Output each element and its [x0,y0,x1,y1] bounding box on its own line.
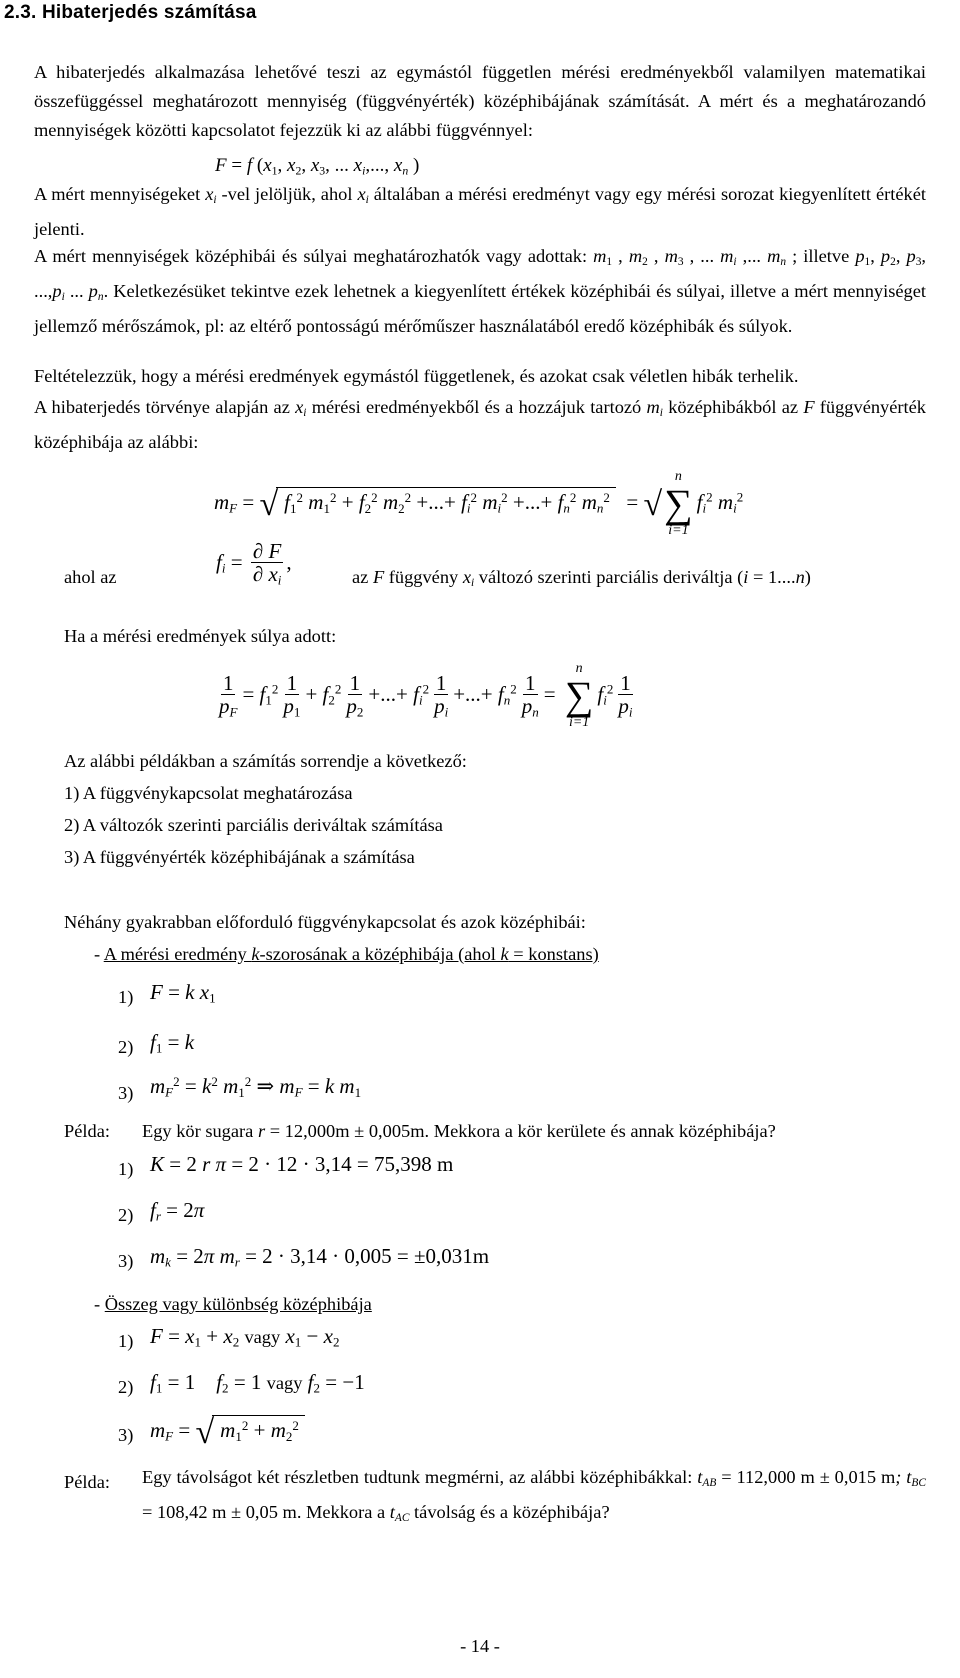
text: -vel jelöljük, ahol [216,184,358,204]
example1-text: Egy kör sugara r = 12,000m ± 0,005m. Mekkora a kör kerülete és annak középhibája? [142,1121,776,1141]
text: A mérési eredmény [103,944,252,964]
case1-formula3: $m_F^2 = k^2$ $m_1^2$ ⇒ $m_F = k$ $m_1$ [150,1074,362,1100]
text: középhibákból az [662,397,804,417]
case2-formula1: $F = x_1 + x_2$ vagy $x_1 - x_2$ [150,1324,340,1350]
case2-step1: 1) [118,1331,134,1351]
example1-step3: 3) [118,1251,134,1271]
step-item: 3) A függvényérték középhibájának a számítása [64,847,415,867]
example1-formula1: K = 2 r π = 2 · 12 · 3,14 = 75,398 m [150,1152,454,1176]
text: függvény [384,567,463,587]
text: függvényérték középhibája az alábbi: [34,397,927,453]
case1-step3: 3) [118,1083,134,1103]
section-heading: 2.3. Hibaterjedés számítása [4,2,257,23]
step-item: 1) A függvénykapcsolat meghatározása [64,783,353,803]
text: Egy távolságot két részletben tudtunk megmérni, az alábbi középhibákkal: [142,1467,698,1487]
text: mérési eredményekből és a hozzájuk tartozó [306,397,647,417]
text: A mért mennyiségeket [34,184,206,204]
text: . Keletkezésüket tekintve ezek lehetnek a kiegyenlített értékek középhibái és súlyai, illetve a mért mennyiséget jellemző mérőszámok, pl: az eltérő pontosságú mérőműszer használatából eredő középhibák és súlyok. [34,281,926,337]
partial-derivative-formula: $f_i$ = $\frac{\partial F}{\partial x_i}$ , [216,539,292,588]
page-number: - 14 - [460,1636,500,1656]
case1-step1: 1) [118,987,134,1007]
text: -szorosának a középhibája (ahol [259,944,501,964]
error-propagation-formula: $m_F$ = √ $f_1^2$ $m_1^2 + f_2^2$ $m_2^2$ +...+ $f_i^2$ $m_i^2$ +...+ $f_n^2$ $m_n^2$ = √ n ∑ i=1 $f_i^2$ $m_i^2$ [214,469,744,538]
weights-intro: Ha a mérési eredmények súlya adott: [64,626,337,646]
assumption-paragraph [34,362,926,391]
example2-text: Egy távolságot két részletben tudtunk megmérni, az alábbi középhibákkal: $t_{AB} = 112,000$ m ± 0,015 m; $t_{BC} = 108,42$ m ± 0,05 m. Mekkora a $t_{AC}$ távolság és a középhibája? [142,1467,926,1525]
text: ; illetve [792,246,856,266]
intro-text: A hibaterjedés alkalmazása lehetővé teszi az egymástól független mérési eredményekből valamilyen matematikai összefüggéssel meghatározott mennyiség (függvényérték) középhibájának számítását. A mért és a meghatározandó mennyiségek közötti kapcsolatot fejezzük ki az alábbi függvénnyel: [34,62,926,140]
case2-step2: 2) [118,1377,134,1397]
case2-title [94,1293,372,1315]
text: A mért mennyiségek középhibái és súlyai meghatározhatók vagy adottak: [34,246,594,266]
errors-paragraph: A mért mennyiségek középhibái és súlyai meghatározhatók vagy adottak: $m_1$ , $m_2$ , $m_3$ , ... $m_i$ ,... $m_n$ ; illetve $p_1$, $p_2$, $p_3$, $...,p_i$ ... $p_n$. Keletkezésüket tekintve ezek lehetnek a kiegyenlített értékek középhibái és súlyai, illetve a mért mennyiséget jellemző mérőszámok, pl: az eltérő pontosságú mérőműszer használatából eredő középhibák és súlyok. [34,246,927,337]
text: általában a mérési eredményt vagy egy mérési sorozat kiegyenlített értékét jelenti. [34,184,926,240]
case2-formula3: $m_F$ = √ $m_1^2 + m_2^2$ [150,1414,305,1452]
text: távolság és a középhibája? [409,1502,610,1523]
text: vagy [244,1327,281,1347]
steps-intro: Az alábbi példákban a számítás sorrendje a következő: [64,751,467,771]
text: A hibaterjedés törvénye alapján az [34,397,296,417]
common-intro: Néhány gyakrabban előforduló függvénykapcsolat és azok középhibái: [64,912,586,932]
law-paragraph: A hibaterjedés törvénye alapján az $x_i$ mérési eredményekből és a hozzájuk tartozó $m_i$ középhibákból az F függvényérték középhibája az alábbi: [34,397,927,453]
partial-derivative-description: az F függvény $x_i$ változó szerinti parciális deriváltja (i = 1....n) [352,567,811,590]
case1-formula2: $f_1 = k$ [150,1030,195,1056]
text: változó szerinti parciális deriváltja ( [474,567,744,587]
variables-paragraph: A mért mennyiségeket $x_i$ -vel jelöljük, ahol $x_i$ általában a mérési eredményt vagy egy mérési sorozat kiegyenlített értékét jelenti. [34,184,926,240]
case2-step3: 3) [118,1425,134,1445]
example1-step2: 2) [118,1205,134,1225]
text: Összeg vagy különbség középhibája [104,1294,372,1314]
text: Egy kör sugara [142,1121,258,1141]
text: = 112,000 m ± 0,015 m [716,1467,896,1487]
intro-paragraph [34,58,926,145]
example2-label: Példa: [64,1472,110,1492]
example1-step1: 1) [118,1159,134,1179]
text: = 108,42 m ± 0,05 m. Mekkora a [142,1502,390,1523]
function-definition: F = f ($x_1$, $x_2$, $x_3$, ... $x_i$,..., $x_n$ ) [215,155,420,178]
text: vagy [266,1373,303,1393]
step-item: 2) A változók szerinti parciális deriváltak számítása [64,815,443,835]
example1-label: Példa: [64,1121,110,1141]
case2-formula2: $f_1 = 1$ $f_2 = 1$ vagy $f_2 = -1$ [150,1370,365,1396]
text: = konstans) [508,944,599,964]
text: - [94,944,104,964]
case1-step2: 2) [118,1037,134,1057]
weight-formula: $\frac{1}{p_F}$ = $f_1^2$ $\frac{1}{p_1}$ + $f_2^2$ $\frac{1}{p_2}$ +...+ $f_i^2$ $\frac{1}{p_i}$ +...+ $f_n^2$ $\frac{1}{p_n}$ = n ∑ i=1 $f_i^2$ $\frac{1}{p_i}$ [219,661,633,730]
case1-formula1: F = k $x_1$ [150,980,216,1006]
text: = 12,000m ± 0,005m. Mekkora a kör kerülete és annak középhibája? [265,1121,776,1141]
case1-title: - A mérési eredmény k-szorosának a középhibája (ahol k = konstans) [94,944,599,964]
ahol-label: ahol az [64,567,117,587]
text: az [352,567,373,587]
text: - [94,1294,105,1314]
text: Feltételezzük, hogy a mérési eredmények egymástól függetlenek, és azokat csak véletlen hibák terhelik. [34,366,799,386]
text: ) [804,567,811,587]
example1-formula2: $f_r = 2\pi$ [150,1198,205,1224]
example1-formula3: $m_k = 2\pi$ $m_r = 2 \cdot 3,14 \cdot 0,005 = \pm 0,031m$ [150,1244,490,1270]
